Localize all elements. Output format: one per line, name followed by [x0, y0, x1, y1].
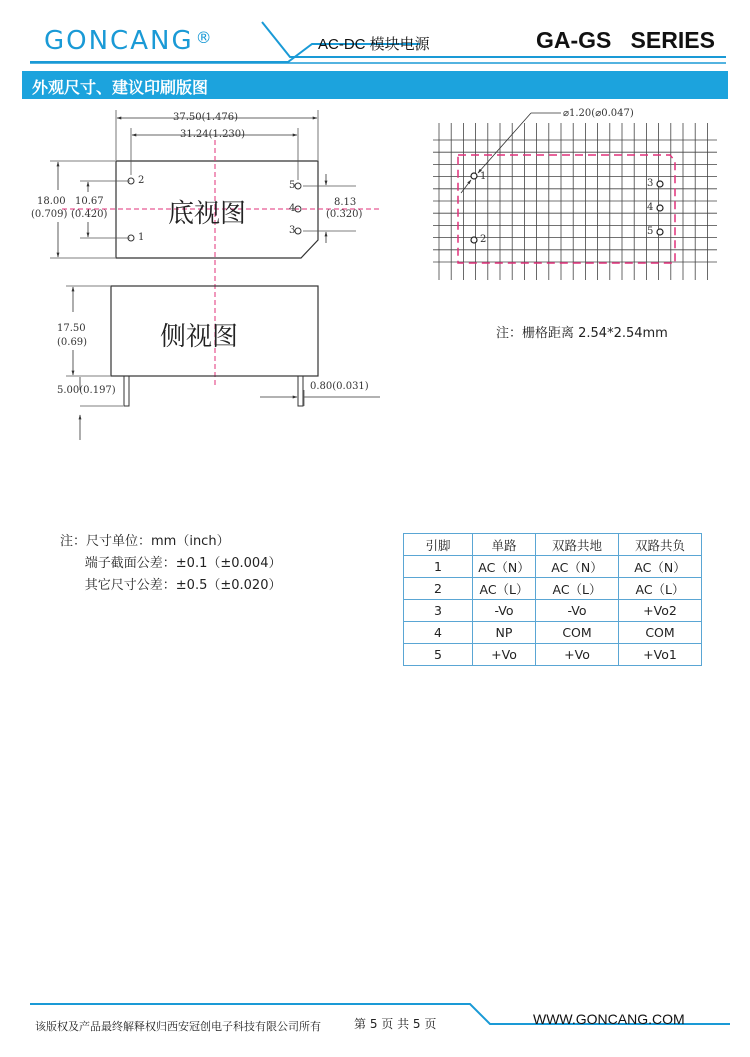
grid-note: 注：栅格距离 2.54*2.54mm [496, 326, 668, 341]
table-cell: 1 [404, 556, 473, 578]
header-cell: 双路共负 [619, 534, 702, 556]
note-line: 端子截面公差：±0.1（±0.004） [60, 556, 282, 571]
table-cell: +Vo2 [619, 600, 702, 622]
table-cell: -Vo [473, 600, 536, 622]
pcb-pin-1: 1 [480, 171, 487, 182]
table-cell: -Vo [536, 600, 619, 622]
header-cell: 单路 [473, 534, 536, 556]
dim-pin35-in: (0.320) [326, 209, 363, 220]
pin-label-5: 5 [289, 180, 296, 191]
table-header-row [404, 534, 702, 556]
pin-diameter: 0.80(0.031) [310, 381, 369, 392]
table-cell: AC（N） [619, 556, 702, 578]
table-cell: +Vo1 [619, 644, 702, 666]
pin-label-4: 4 [289, 203, 296, 214]
module-footprint-outline [458, 155, 675, 263]
table-row [404, 578, 702, 600]
table-cell: COM [619, 622, 702, 644]
dim-pin12-mm: 10.67 [75, 196, 104, 207]
pcb-layout-grid [425, 105, 725, 285]
copyright-text: 该版权及产品最终解释权归西安冠创电子科技有限公司所有 [35, 1020, 321, 1033]
table-row [404, 622, 702, 644]
page-number: 第 5 页 共 5 页 [354, 1017, 437, 1031]
pin-length: 5.00(0.197) [57, 385, 116, 396]
note-line: 注：尺寸单位：mm（inch） [60, 534, 230, 549]
table-cell: 2 [404, 578, 473, 600]
table-cell: AC（N） [536, 556, 619, 578]
section-title: 外观尺寸、建议印刷版图 [32, 78, 209, 97]
series-name: GA-GS SERIES [536, 27, 715, 53]
table-cell: AC（L） [473, 578, 536, 600]
dim-height-in: (0.709) [31, 209, 68, 220]
table-cell: AC（N） [473, 556, 536, 578]
table-cell: COM [536, 622, 619, 644]
table-cell: 5 [404, 644, 473, 666]
pcb-pin-4: 4 [647, 202, 654, 213]
hole-diameter: ⌀1.20(⌀0.047) [563, 108, 634, 119]
section-bar [22, 71, 728, 99]
note-line: 其它尺寸公差：±0.5（±0.020） [60, 578, 282, 593]
pcb-pin-3: 3 [647, 178, 654, 189]
table-cell: +Vo [536, 644, 619, 666]
dim-pin12-in: (0.420) [71, 209, 108, 220]
table-cell: 4 [404, 622, 473, 644]
table-row [404, 644, 702, 666]
pcb-pin-2: 2 [480, 234, 487, 245]
dim-height-mm: 18.00 [37, 196, 66, 207]
dim-pin35-mm: 8.13 [334, 197, 357, 208]
header-cell: 双路共地 [536, 534, 619, 556]
header-cell: 引脚 [404, 534, 473, 556]
website-link[interactable]: WWW.GONCANG.COM [533, 1011, 685, 1027]
dim-pin-span: 31.24(1.230) [180, 129, 246, 140]
table-cell: +Vo [473, 644, 536, 666]
logo-text: GONCANG [44, 26, 194, 56]
table-cell: NP [473, 622, 536, 644]
pin-label-2: 2 [138, 175, 145, 186]
pin-label-3: 3 [289, 225, 296, 236]
product-title: AC-DC 模块电源 [318, 36, 430, 53]
pin-label-1: 1 [138, 232, 145, 243]
registered-mark: ® [195, 28, 214, 47]
dim-width: 37.50(1.476) [173, 112, 239, 123]
table-cell: AC（L） [536, 578, 619, 600]
side-height-mm: 17.50 [57, 323, 86, 334]
table-cell: 3 [404, 600, 473, 622]
pcb-pin-5: 5 [647, 226, 654, 237]
dimension-notes [60, 531, 281, 597]
bottom-view-label: 底视图 [168, 199, 247, 229]
table-row [404, 600, 702, 622]
side-height-in: (0.69) [57, 337, 88, 348]
table-cell: AC（L） [619, 578, 702, 600]
table-row [404, 556, 702, 578]
pin-function-table [403, 533, 702, 666]
side-view-label: 侧视图 [160, 322, 239, 352]
